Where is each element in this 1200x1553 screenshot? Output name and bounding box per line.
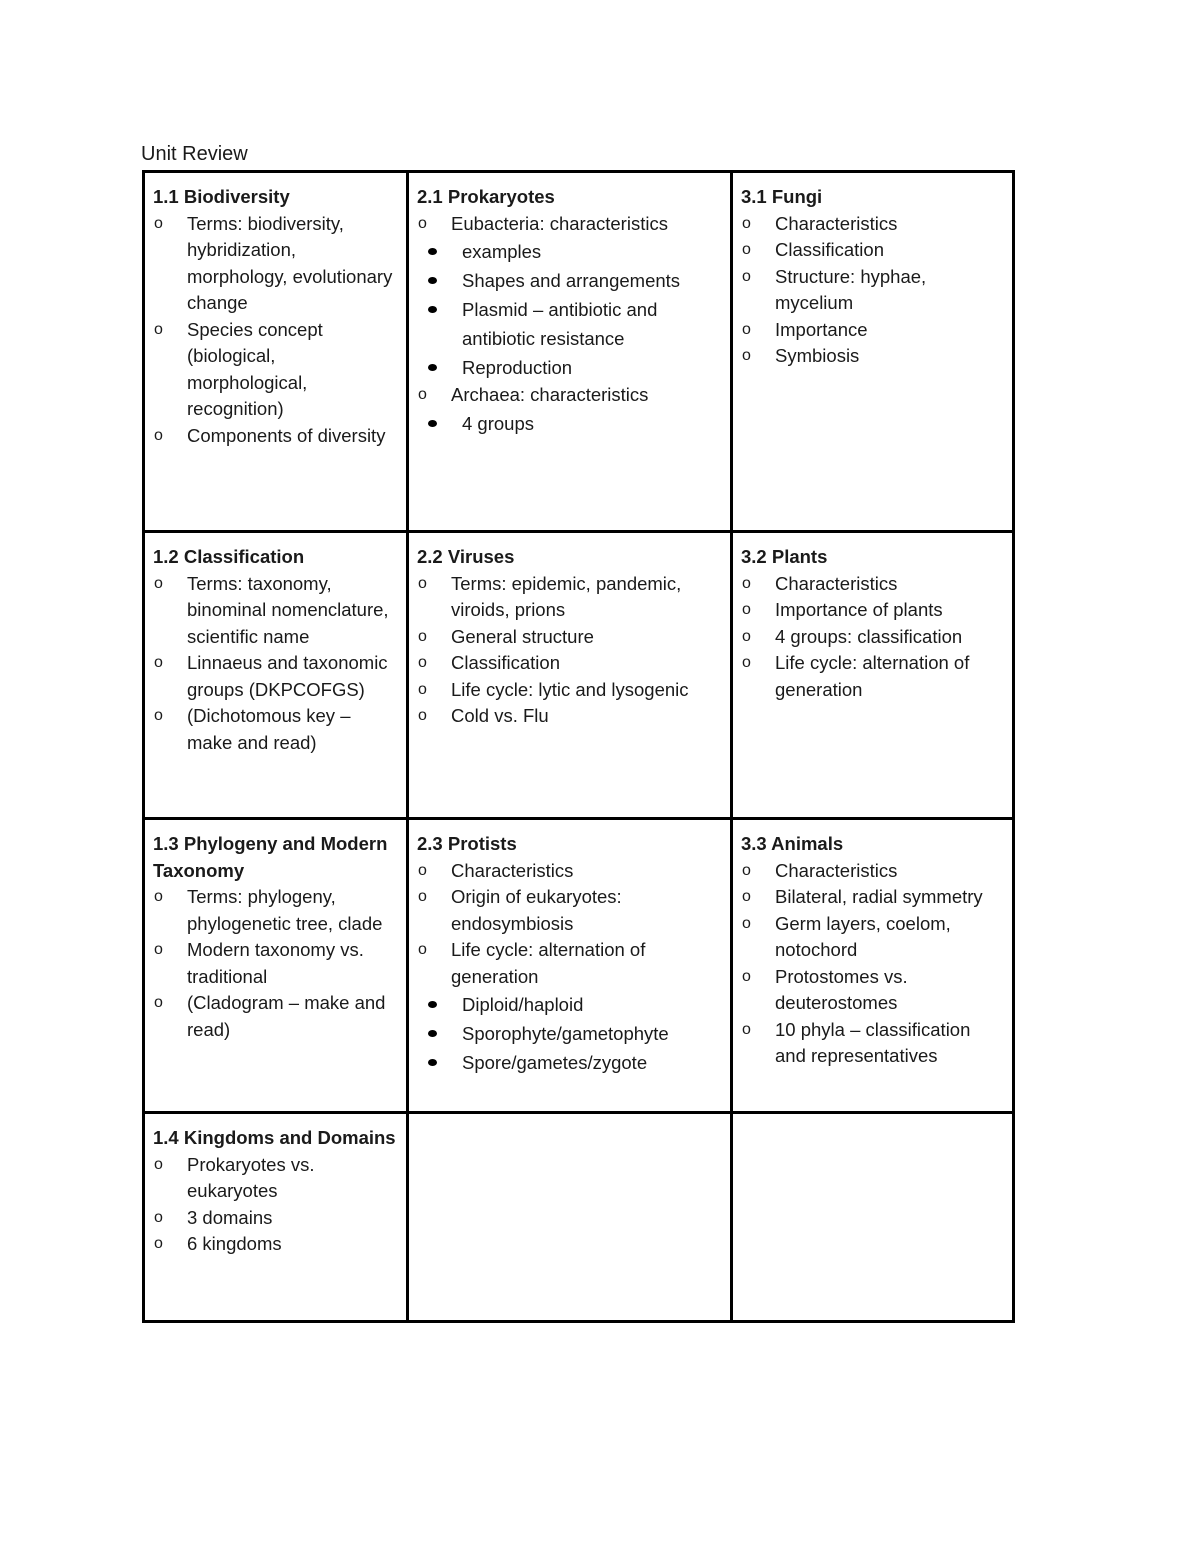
list-item-text: Terms: epidemic, pandemic, viroids, prions	[451, 572, 682, 620]
topic-list	[417, 858, 722, 1078]
list-item-text: Species concept (biological, morphological, recognition)	[187, 318, 323, 419]
sub-list-item	[417, 295, 722, 353]
topic-list	[153, 1152, 398, 1258]
list-item-text: Protostomes vs. deuterostomes	[775, 965, 908, 1013]
circle-bullet-icon: o	[418, 941, 427, 958]
list-item	[153, 937, 398, 990]
circle-bullet-icon: o	[154, 707, 163, 724]
filled-bullet-icon	[428, 1059, 437, 1066]
topic-list	[153, 211, 398, 450]
circle-bullet-icon: o	[742, 241, 751, 258]
circle-bullet-icon: o	[154, 1235, 163, 1252]
circle-bullet-icon: o	[742, 601, 751, 618]
list-item	[741, 964, 1004, 1017]
circle-bullet-icon: o	[154, 426, 163, 444]
circle-bullet-icon: o	[418, 680, 427, 698]
list-item-text: Importance	[775, 318, 868, 340]
topic-cell	[732, 532, 1014, 819]
topic-list	[153, 884, 398, 1043]
circle-bullet-icon: o	[742, 347, 751, 364]
circle-bullet-icon: o	[742, 914, 751, 932]
sub-list-item-text: Shapes and arrangements	[462, 270, 681, 291]
list-item	[153, 1152, 398, 1205]
list-item	[741, 911, 1004, 964]
sub-list	[417, 237, 722, 382]
list-item	[741, 211, 1004, 238]
filled-bullet-icon	[428, 1001, 437, 1008]
list-item	[741, 650, 1004, 703]
list-item	[417, 703, 722, 730]
list-item	[741, 858, 1004, 885]
list-item	[153, 703, 398, 756]
list-item-text: Life cycle: alternation of generation	[775, 652, 970, 700]
table-row	[144, 532, 1014, 819]
topic-cell	[144, 532, 408, 819]
topic-heading: 3.2 Plants	[741, 546, 828, 567]
sub-list-item	[417, 266, 722, 295]
list-item	[153, 1205, 398, 1232]
filled-bullet-icon	[428, 364, 437, 371]
sub-list	[417, 409, 722, 438]
topic-cell	[408, 1113, 732, 1322]
circle-bullet-icon: o	[418, 627, 427, 645]
topic-heading: 3.1 Fungi	[741, 186, 823, 207]
topic-heading: 3.3 Animals	[741, 833, 844, 854]
list-item-text: (Dichotomous key – make and read)	[187, 705, 351, 753]
topic-cell	[144, 819, 408, 1113]
list-item-text: 10 phyla – classification and representatives	[775, 1018, 971, 1066]
list-item-text: Bilateral, radial symmetry	[775, 886, 983, 907]
table-row	[144, 1113, 1014, 1322]
topic-cell	[732, 1113, 1014, 1322]
topic-list	[741, 571, 1004, 704]
sub-list-item-text: Reproduction	[462, 357, 573, 378]
list-item-text: 6 kingdoms	[187, 1233, 282, 1254]
topic-heading: 2.3 Protists	[417, 833, 517, 854]
topic-list	[153, 571, 398, 757]
list-item-text: Characteristics	[775, 859, 898, 881]
topic-heading: 2.2 Viruses	[417, 546, 515, 567]
list-item	[417, 211, 722, 383]
table-row	[144, 172, 1014, 532]
topic-list	[417, 211, 722, 438]
topic-heading: 1.4 Kingdoms and Domains	[153, 1127, 396, 1148]
sub-list-item-text: 4 groups	[462, 412, 534, 434]
list-item	[153, 990, 398, 1043]
sub-list-item	[417, 1048, 722, 1077]
list-item	[153, 884, 398, 937]
list-item-text: Characteristics	[451, 859, 574, 881]
list-item-text: Classification	[775, 239, 884, 260]
list-item	[417, 884, 722, 937]
circle-bullet-icon: o	[154, 320, 163, 338]
list-item	[417, 624, 722, 651]
circle-bullet-icon: o	[418, 888, 427, 905]
sub-list-item	[417, 990, 722, 1019]
list-item	[741, 264, 1004, 317]
topic-cell	[732, 819, 1014, 1113]
circle-bullet-icon: o	[154, 1208, 163, 1226]
circle-bullet-icon: o	[418, 707, 427, 724]
list-item	[417, 677, 722, 704]
list-item	[417, 571, 722, 624]
circle-bullet-icon: o	[154, 1155, 163, 1173]
topic-list	[417, 571, 722, 730]
list-item-text: Terms: phylogeny, phylogenetic tree, clade	[187, 886, 383, 934]
list-item-text: Symbiosis	[775, 345, 860, 366]
sub-list-item-text: Spore/gametes/zygote	[462, 1052, 648, 1073]
circle-bullet-icon: o	[742, 967, 751, 985]
circle-bullet-icon: o	[742, 888, 751, 905]
circle-bullet-icon: o	[154, 994, 163, 1011]
sub-list-item-text: Plasmid – antibiotic and antibiotic resistance	[462, 299, 658, 349]
list-item-text: (Cladogram – make and read)	[187, 992, 386, 1040]
sub-list-item-text: examples	[462, 241, 542, 262]
list-item-text: Archaea: characteristics	[451, 384, 649, 405]
list-item-text: Cold vs. Flu	[451, 705, 549, 726]
list-item	[417, 650, 722, 677]
list-item-text: Characteristics	[775, 572, 898, 594]
list-item	[741, 597, 1004, 624]
topic-cell	[144, 1113, 408, 1322]
list-item-text: Prokaryotes vs. eukaryotes	[187, 1153, 315, 1201]
list-item-text: Germ layers, coelom, notochord	[775, 912, 951, 960]
list-item	[417, 858, 722, 885]
list-item	[741, 343, 1004, 370]
list-item-text: Linnaeus and taxonomic groups (DKPCOFGS)	[187, 652, 388, 700]
sub-list-item	[417, 409, 722, 438]
list-item-text: 3 domains	[187, 1206, 273, 1228]
list-item-text: Life cycle: lytic and lysogenic	[451, 678, 689, 700]
circle-bullet-icon: o	[742, 214, 751, 232]
circle-bullet-icon: o	[742, 654, 751, 671]
list-item	[153, 423, 398, 450]
list-item	[153, 650, 398, 703]
circle-bullet-icon: o	[742, 267, 751, 285]
list-item-text: Structure: hyphae, mycelium	[775, 265, 927, 313]
unit-review-table	[142, 170, 1015, 1323]
sub-list	[417, 990, 722, 1077]
filled-bullet-icon	[428, 306, 437, 313]
list-item	[741, 237, 1004, 264]
list-item-text: Life cycle: alternation of generation	[451, 939, 646, 987]
circle-bullet-icon: o	[742, 627, 751, 645]
list-item	[417, 382, 722, 438]
circle-bullet-icon: o	[742, 861, 751, 879]
list-item	[741, 624, 1004, 651]
list-item	[153, 317, 398, 423]
table-row	[144, 819, 1014, 1113]
filled-bullet-icon	[428, 248, 437, 255]
list-item-text: Terms: taxonomy, binominal nomenclature, scientific name	[187, 572, 389, 647]
circle-bullet-icon: o	[418, 386, 427, 403]
sub-list-item	[417, 353, 722, 382]
circle-bullet-icon: o	[154, 574, 163, 592]
circle-bullet-icon: o	[742, 1020, 751, 1038]
list-item	[417, 937, 722, 1077]
list-item	[741, 571, 1004, 598]
sub-list-item	[417, 237, 722, 266]
list-item-text: Modern taxonomy vs. traditional	[187, 939, 364, 987]
page-title: Unit Review	[141, 143, 248, 165]
list-item-text: Importance of plants	[775, 599, 943, 620]
list-item	[153, 211, 398, 317]
list-item-text: General structure	[451, 625, 594, 647]
list-item	[741, 317, 1004, 344]
list-item	[741, 884, 1004, 911]
circle-bullet-icon: o	[742, 320, 751, 338]
circle-bullet-icon: o	[418, 861, 427, 879]
list-item-text: Origin of eukaryotes: endosymbiosis	[451, 886, 622, 934]
sub-list-item-text: Sporophyte/gametophyte	[462, 1023, 669, 1044]
sub-list-item	[417, 1019, 722, 1048]
list-item-text: Terms: biodiversity, hybridization, morphology, evolutionary change	[187, 212, 393, 313]
topic-cell	[408, 819, 732, 1113]
filled-bullet-icon	[428, 420, 437, 427]
circle-bullet-icon: o	[418, 574, 427, 592]
topic-heading: 2.1 Prokaryotes	[417, 186, 555, 207]
circle-bullet-icon: o	[742, 574, 751, 592]
circle-bullet-icon: o	[154, 654, 163, 671]
filled-bullet-icon	[428, 277, 437, 284]
topic-heading: 1.2 Classification	[153, 546, 305, 567]
list-item	[741, 1017, 1004, 1070]
topic-heading: 1.3 Phylogeny and Modern Taxonomy	[153, 833, 388, 881]
circle-bullet-icon: o	[418, 654, 427, 671]
circle-bullet-icon: o	[154, 214, 163, 232]
topic-cell	[408, 172, 732, 532]
list-item-text: Components of diversity	[187, 424, 386, 446]
sub-list-item-text: Diploid/haploid	[462, 994, 584, 1015]
topic-cell	[408, 532, 732, 819]
list-item	[153, 571, 398, 651]
circle-bullet-icon: o	[418, 214, 427, 232]
filled-bullet-icon	[428, 1030, 437, 1037]
list-item-text: Eubacteria: characteristics	[451, 212, 668, 234]
circle-bullet-icon: o	[154, 888, 163, 905]
topic-cell	[144, 172, 408, 532]
circle-bullet-icon: o	[154, 941, 163, 958]
topic-list	[741, 858, 1004, 1070]
list-item	[153, 1231, 398, 1258]
list-item-text: 4 groups: classification	[775, 625, 963, 647]
topic-list	[741, 211, 1004, 370]
topic-cell	[732, 172, 1014, 532]
list-item-text: Characteristics	[775, 212, 898, 234]
topic-heading: 1.1 Biodiversity	[153, 186, 290, 207]
list-item-text: Classification	[451, 652, 560, 673]
